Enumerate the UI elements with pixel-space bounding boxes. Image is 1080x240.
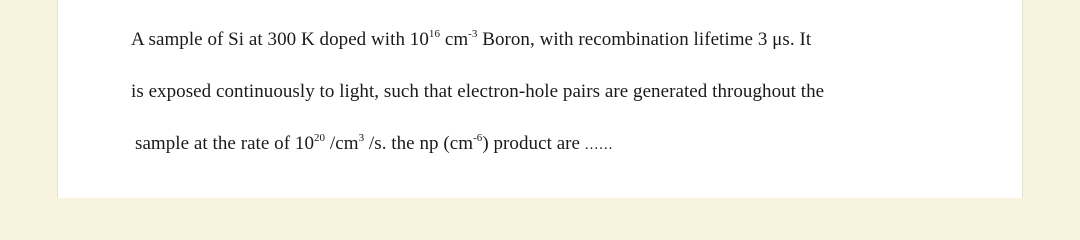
line3-text-d: ) product are (482, 133, 585, 154)
exponent-neg3: -3 (468, 28, 478, 40)
problem-line-1 (131, 29, 811, 51)
line3-text-c: /s. the np (cm (364, 133, 474, 154)
exponent-20: 20 (314, 132, 326, 144)
line1-text-a: A sample of Si at 300 K doped with 10 (131, 29, 429, 50)
answer-blank-dots: ...... (584, 137, 614, 153)
line1-text-c: Boron, with recombination lifetime 3 μs. It (477, 29, 812, 50)
line1-text-b: cm (440, 29, 469, 50)
line3-text-b: /cm (325, 133, 359, 154)
exponent-3: 3 (358, 132, 365, 144)
line2-text: is exposed continuously to light, such that electron-hole pairs are generated throughout the (131, 81, 825, 102)
problem-line-2 (131, 81, 824, 103)
exponent-neg6: -6 (473, 132, 483, 144)
problem-line-3 (135, 133, 613, 155)
document-page (57, 0, 1023, 198)
exponent-16: 16 (428, 28, 441, 40)
line3-text-a: sample at the rate of 10 (135, 133, 314, 154)
